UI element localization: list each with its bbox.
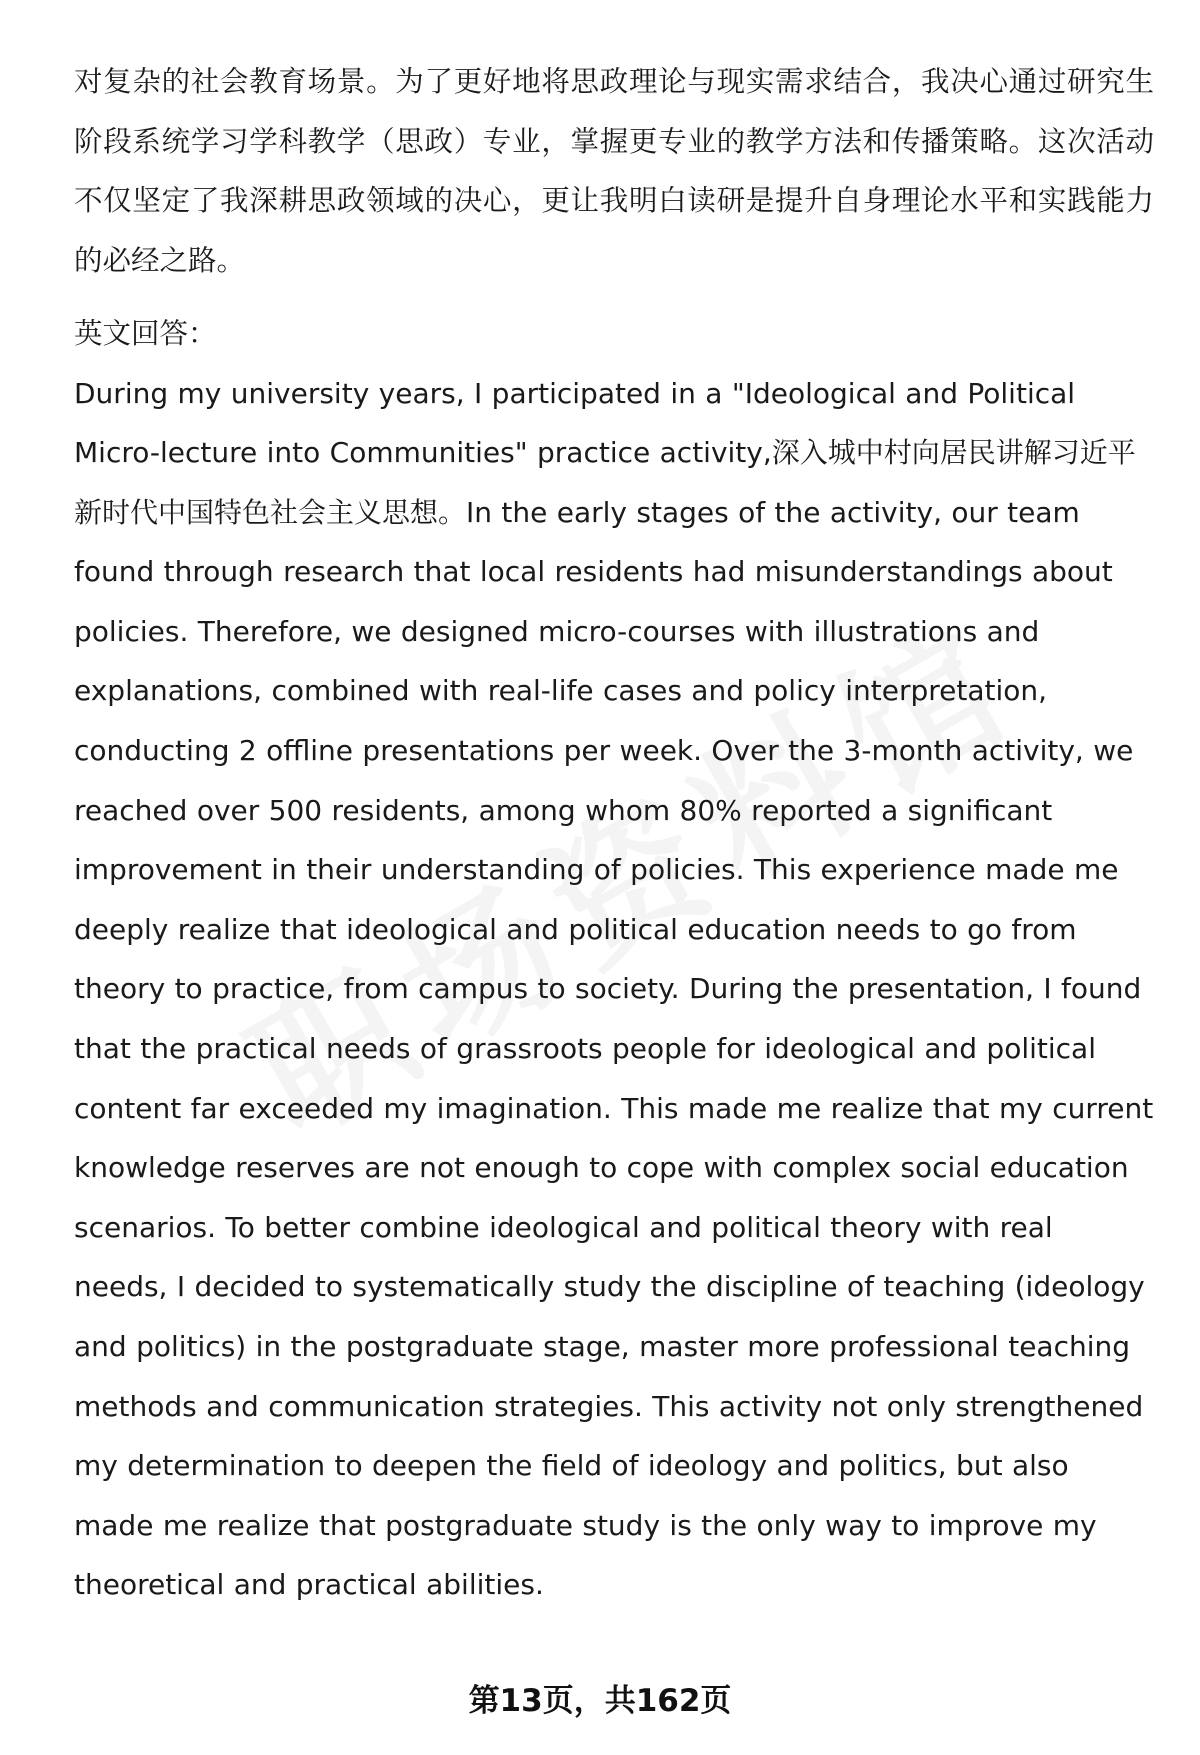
english-answer-paragraph: During my university years, I participated in a "Ideological and Political Micro-lecture into Communities" practice activity,深入城中村向居民讲解习近平新时代中国特色社会主义思想。In the early stages of the activity, our team found through research that local residents had misunderstandings about policies. Therefore, we designed micro-courses with illustrations and explanations, combined with real-life cases and policy interpretation, conducting 2 offline presentations per week. Over the 3-month activity, we reached over 500 residents, among whom 80% reported a significant improvement in their understanding of policies. This experience made me deeply realize that ideological and political education needs to go from theory to practice, from campus to society. During the presentation, I found that the practical needs of grassroots people for ideological and political content far exceeded my imagination. This made me realize that my current knowledge reserves are not enough to cope with complex social education scenarios. To better combine ideological and political theory with real needs, I decided to systematically study the discipline of teaching (ideology and politics) in the postgraduate stage, master more professional teaching methods and communication strategies. This activity not only strengthened my determination to deepen the field of ideology and politics, but also made me realize that postgraduate study is the only way to improve my theoretical and practical abilities.	[74, 376, 1154, 1602]
page-number-indicator: 第13页，共162页	[468, 1683, 732, 1719]
chinese-answer-paragraph: 对复杂的社会教育场景。为了更好地将思政理论与现实需求结合，我决心通过研究生阶段系统学习学科教学（思政）专业，掌握更专业的教学方法和传播策略。这次活动不仅坚定了我深耕思政领域的决心，更让我明白读研是提升自身理论水平和实践能力的必经之路。	[74, 65, 1154, 277]
document-body	[74, 52, 1154, 1615]
english-answer-heading: 英文回答：	[74, 317, 217, 350]
